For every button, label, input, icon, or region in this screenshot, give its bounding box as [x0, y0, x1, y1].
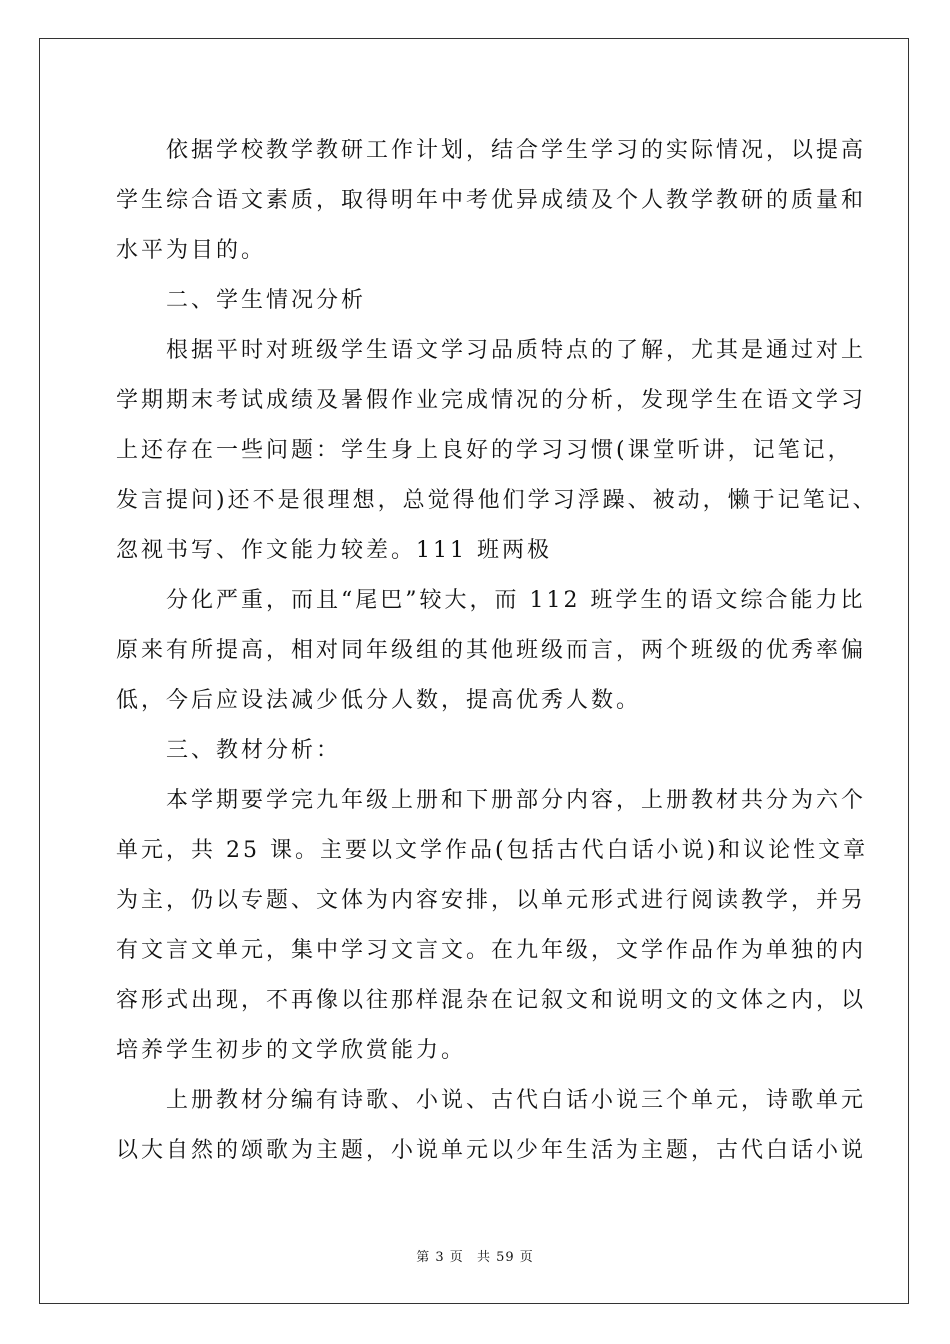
- page-footer: [0, 1246, 950, 1265]
- text-line: 三、教材分析：: [166, 738, 342, 763]
- text-line: 低，今后应设法减少低分人数，提高优秀人数。: [116, 688, 642, 713]
- text-line: 有文言文单元，集中学习文言文。在九年级，文学作品作为单独的内: [116, 938, 867, 963]
- text-line: 依据学校教学教研工作计划，结合学生学习的实际情况，以提高: [166, 138, 867, 163]
- page-number: 第 3 页: [416, 1250, 464, 1265]
- text-line: 忽视书写、作文能力较差。111 班两极: [116, 538, 552, 563]
- document-body: [116, 126, 878, 1176]
- text-line: 学生综合语文素质，取得明年中考优异成绩及个人教学教研的质量和: [116, 188, 867, 213]
- text-line: 单元，共 25 课。主要以文学作品(包括古代白话小说)和议论性文章: [116, 838, 869, 863]
- text-line: 发言提问)还不是很理想，总觉得他们学习浮躁、被动，懒于记笔记、: [116, 488, 878, 513]
- text-line: 二、学生情况分析: [166, 288, 367, 313]
- text-line: 以大自然的颂歌为主题，小说单元以少年生活为主题，古代白话小说: [116, 1138, 867, 1163]
- text-line: 培养学生初步的文学欣赏能力。: [116, 1038, 467, 1063]
- text-line: 原来有所提高，相对同年级组的其他班级而言，两个班级的优秀率偏: [116, 638, 867, 663]
- text-line: 为主，仍以专题、文体为内容安排，以单元形式进行阅读教学，并另: [116, 888, 867, 913]
- page-total: 共 59 页: [476, 1250, 534, 1265]
- text-line: 根据平时对班级学生语文学习品质特点的了解，尤其是通过对上: [166, 338, 867, 363]
- text-line: 上册教材分编有诗歌、小说、古代白话小说三个单元，诗歌单元: [166, 1088, 867, 1113]
- text-line: 本学期要学完九年级上册和下册部分内容，上册教材共分为六个: [166, 788, 867, 813]
- text-line: 上还存在一些问题：学生身上良好的学习习惯(课堂听讲，记笔记，: [116, 438, 853, 463]
- text-line: 容形式出现，不再像以往那样混杂在记叙文和说明文的文体之内，以: [116, 988, 867, 1013]
- text-line: 分化严重，而且“尾巴”较大，而 112 班学生的语文综合能力比: [166, 588, 866, 613]
- text-line: 学期期末考试成绩及暑假作业完成情况的分析，发现学生在语文学习: [116, 388, 867, 413]
- text-line: 水平为目的。: [116, 238, 267, 263]
